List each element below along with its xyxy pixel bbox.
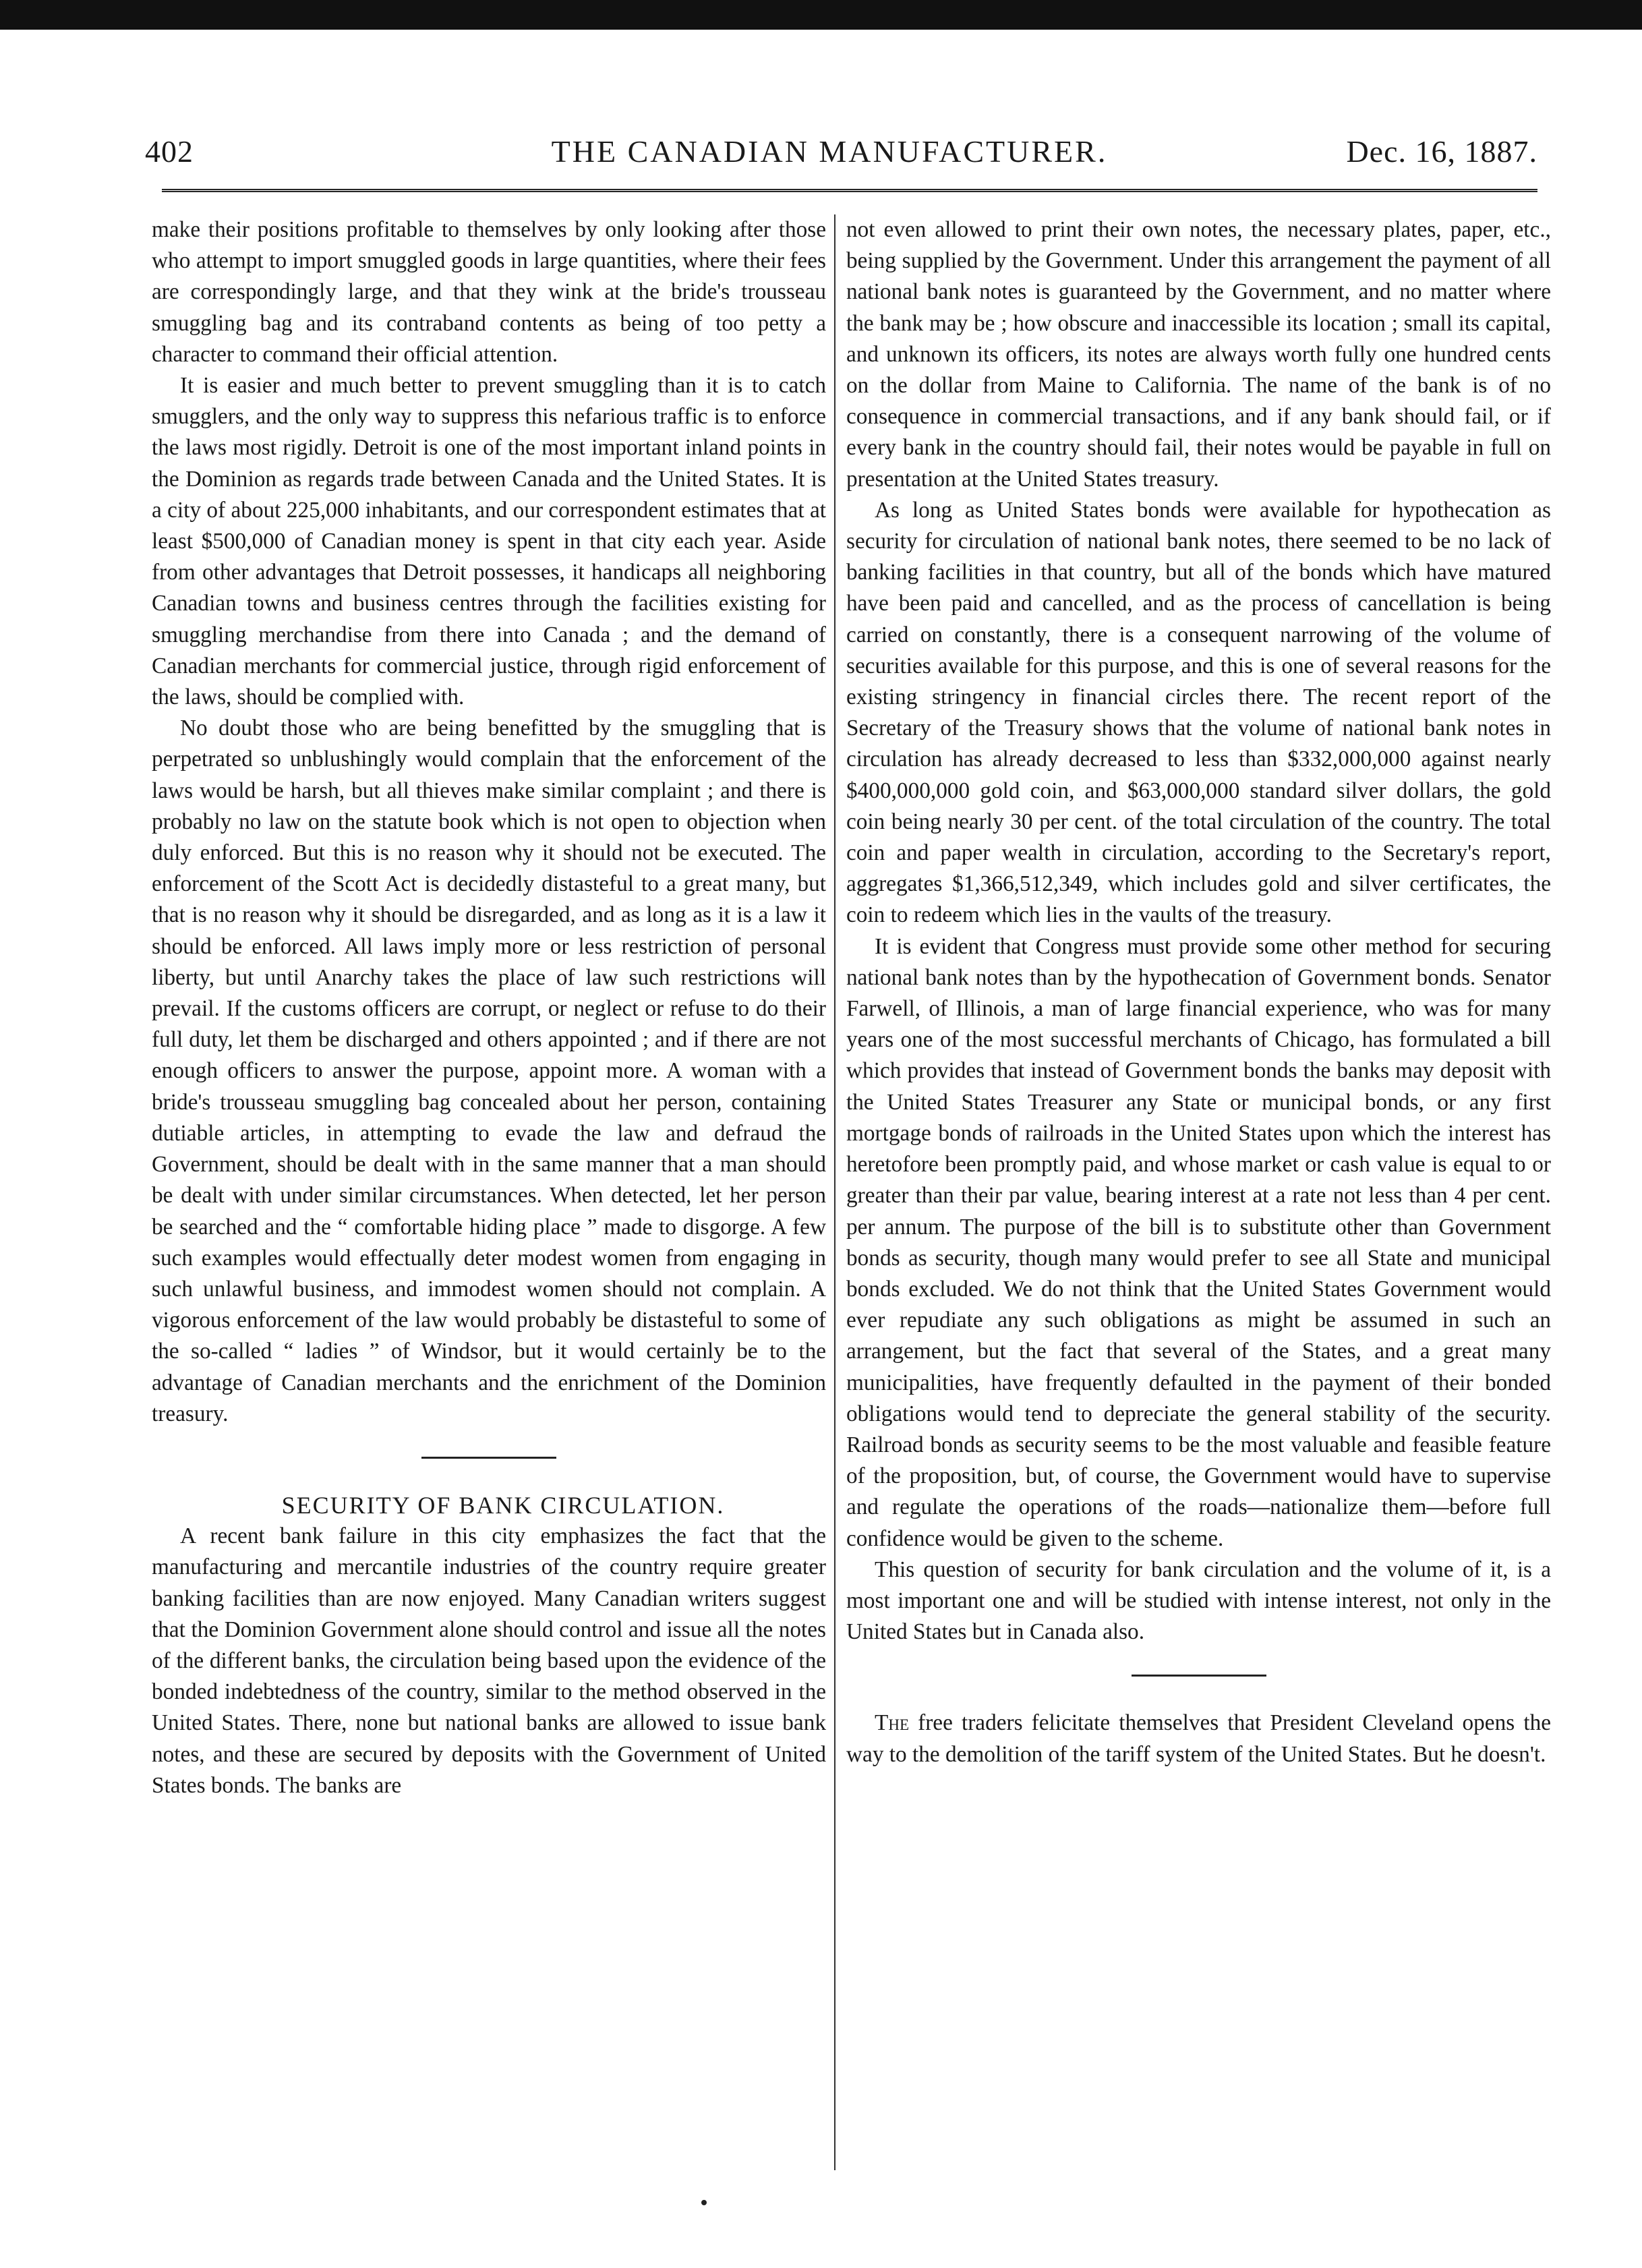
left-paragraph-1: make their positions profitable to themselves by only looking after those who attempt to import smuggled goods in large quantities, where their fees are correspondingly large, and that they wink at the bride's trousseau smuggling bag and its contraband contents as being of too petty a character to command their official attention.: [152, 217, 826, 367]
lead-word: The: [875, 1710, 909, 1736]
left-paragraph-4: A recent bank failure in this city emphasizes the fact that the manufacturing and mercantile industries of the country require greater banking facilities than are now enjoyed. Many Canadian writers suggest that the Dominion Government alone should control and issue all the notes of the different banks, the circulation being based upon the evidence of the bonded indebtedness of the country, similar to the method observed in the United States. There, none but national banks are allowed to issue bank notes, and these are secured by deposits with the Government of United States bonds. The banks are: [152, 1523, 826, 1798]
left-paragraph-3: No doubt those who are being benefitted by the smuggling that is perpetrated so unblushingly would complain that the enforcement of the laws would be harsh, but all thieves make similar complaint ; and there is probably no law on the statute book which is not open to objection when duly enforced. But this is no reason why it should not be executed. The enforcement of the Scott Act is decidedly distasteful to a great many, but that is no reason why it should be disregarded, and as long as it is a law it should be enforced. All laws imply more or less restriction of personal liberty, but until Anarchy takes the place of law such restrictions will prevail. If the customs officers are corrupt, or neglect or refuse to do their full duty, let them be discharged and others appointed ; and if there are not enough officers to answer the purpose, appoint more. A woman with a bride's trousseau smuggling bag concealed about her person, containing dutiable articles, in attempting to evade the law and defraud the Government, should be dealt with in the same manner that a man should be dealt with under similar circumstances. When detected, let her person be searched and the “ comfortable hiding place ” made to disgorge. A few such examples would effectually deter modest women from engaging in such unlawful business, and immodest women should not complain. A vigorous enforcement of the law would probably be distasteful to some of the so-called “ ladies ” of Windsor, but it would certainly be to the advantage of Canadian merchants and the enrichment of the Dominion treasury.: [152, 716, 826, 1426]
section-separator: [421, 1457, 556, 1459]
page-number: 402: [145, 134, 194, 169]
right-paragraph-2: As long as United States bonds were available for hypothecation as security for circulation of national bank notes, there seemed to be no lack of banking facilities in that country, but all of the bonds which have matured have been paid and cancelled, and as the process of cancellation is being carried on constantly, there is a consequent narrowing of the volume of securities available for this purpose, and this is one of several reasons for the existing stringency in financial circles there. The recent report of the Secretary of the Treasury shows that the volume of national bank notes in circulation has already decreased to less than $332,000,000 against nearly $400,000,000 gold coin, and $63,000,000 standard silver dollars, the gold coin being nearly 30 per cent. of the total circulation of the country. The total coin and paper wealth in circulation, according to the Secretary's report, aggregates $1,366,512,349, which includes gold and silver certificates, the coin to redeem which lies in the vaults of the treasury.: [846, 497, 1551, 928]
top-border-rule: [0, 0, 1642, 30]
right-paragraph-5: [846, 1708, 1551, 1770]
header-rule: [162, 189, 1537, 192]
article-separator: [1132, 1675, 1266, 1677]
right-paragraph-3: It is evident that Congress must provide some other method for securing national bank notes than by the hypothecation of Government bonds. Senator Farwell, of Illinois, a man of large financial experience, who was for many years one of the most successful merchants of Chicago, has formulated a bill which provides that instead of Government bonds the banks may deposit with the United States Treasurer any State or municipal bonds, or any first mortgage bonds of railroads in the United States upon which the interest has heretofore been promptly paid, and whose market or cash value is equal to or greater than their par value, bearing interest at a rate not less than 4 per cent. per annum. The purpose of the bill is to substitute other than Government bonds as security, though many would prefer to see all State and municipal bonds excluded. We do not think that the United States Government would ever repudiate any such obligations as might be assumed in such an arrangement, but the fact that several of the States, and a great many municipalities, have frequently defaulted in the payment of their bonded obligations would tend to depreciate the general stability of the security. Railroad bonds as security seems to be the most valuable and feasible feature of the proposition, but, of course, the Government would have to supervise and regulate the operations of the roads—nationalize them—before full confidence would be given to the scheme.: [846, 933, 1551, 1551]
paragraph-5-text: free traders felicitate themselves that President Cleveland opens the way to the demolition of the tariff system of the United States. But he doesn't.: [846, 1710, 1551, 1767]
left-column: [152, 214, 826, 1801]
left-paragraph-2: It is easier and much better to prevent smuggling than it is to catch smugglers, and the only way to suppress this nefarious traffic is to enforce the laws most rigidly. Detroit is one of the most important inland points in the Dominion as regards trade between Canada and the United States. It is a city of about 225,000 inhabitants, and our correspondent estimates that at least $500,000 of Canadian money is spent in that city each year. Aside from other advantages that Detroit possesses, it handicaps all neighboring Canadian towns and business centres through the facilities existing for smuggling merchandise from there into Canada ; and the demand of Canadian merchants for commercial justice, through rigid enforcement of the laws, should be complied with.: [152, 373, 826, 710]
right-column: [846, 214, 1551, 1770]
issue-date: Dec. 16, 1887.: [1346, 134, 1537, 169]
publication-title: THE CANADIAN MANUFACTURER.: [551, 134, 1108, 169]
page-mark: [701, 2200, 707, 2205]
right-paragraph-4: This question of security for bank circulation and the volume of it, is a most important one and will be studied with intense interest, not only in the United States but in Canada also.: [846, 1557, 1551, 1645]
right-paragraph-1: not even allowed to print their own notes, the necessary plates, paper, etc., being supplied by the Government. Under this arrangement the payment of all national bank notes is guaranteed by the Government, and no matter where the bank may be ; how obscure and inaccessible its location ; small its capital, and unknown its officers, its notes are always worth fully one hundred cents on the dollar from Maine to California. The name of the bank is of no consequence in commercial transactions, and if any bank should fail, or if every bank in the country should fail, their notes would be payable in full on presentation at the United States treasury.: [846, 217, 1551, 492]
column-divider: [834, 214, 835, 2170]
page-header: [121, 128, 1537, 175]
section-heading: SECURITY OF BANK CIRCULATION.: [281, 1491, 725, 1519]
